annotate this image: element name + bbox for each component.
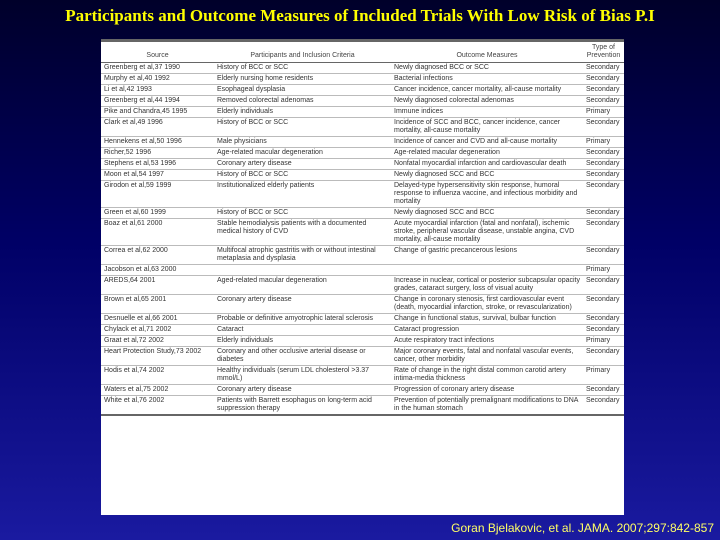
cell-outcomes: Change in functional status, survival, bulbar function	[391, 314, 583, 325]
cell-source: Boaz et al,61 2000	[101, 219, 214, 246]
cell-type: Primary	[583, 336, 624, 347]
table-row	[101, 159, 624, 170]
table-row	[101, 325, 624, 336]
cell-outcomes: Progression of coronary artery disease	[391, 385, 583, 396]
table-row	[101, 63, 624, 74]
cell-participants: Removed colorectal adenomas	[214, 96, 391, 107]
cell-source: Green et al,60 1999	[101, 208, 214, 219]
cell-source: Stephens et al,53 1996	[101, 159, 214, 170]
cell-type: Secondary	[583, 118, 624, 137]
cell-outcomes: Change in coronary stenosis, first cardiovascular event (death, myocardial infarction, stroke, or revascularization)	[391, 295, 583, 314]
cell-participants: Elderly individuals	[214, 336, 391, 347]
cell-source: Girodon et al,59 1999	[101, 181, 214, 208]
cell-type: Primary	[583, 265, 624, 276]
cell-source: White et al,76 2002	[101, 396, 214, 416]
cell-participants: Elderly nursing home residents	[214, 74, 391, 85]
cell-source: Clark et al,49 1996	[101, 118, 214, 137]
cell-source: Greenberg et al,37 1990	[101, 63, 214, 74]
cell-participants: Age-related macular degeneration	[214, 148, 391, 159]
cell-participants: Coronary artery disease	[214, 159, 391, 170]
cell-outcomes: Newly diagnosed BCC or SCC	[391, 63, 583, 74]
cell-participants: Coronary artery disease	[214, 385, 391, 396]
cell-type: Secondary	[583, 181, 624, 208]
cell-outcomes: Incidence of cancer and CVD and all-cause mortality	[391, 137, 583, 148]
table-row	[101, 347, 624, 366]
cell-participants: Male physicians	[214, 137, 391, 148]
slide-title: Participants and Outcome Measures of Included Trials With Low Risk of Bias P.I	[65, 6, 655, 25]
table-row	[101, 314, 624, 325]
cell-participants: Institutionalized elderly patients	[214, 181, 391, 208]
cell-outcomes: Increase in nuclear, cortical or posterior subcapsular opacity grades, cataract surgery, loss of visual acuity	[391, 276, 583, 295]
cell-outcomes: Bacterial infections	[391, 74, 583, 85]
cell-type: Secondary	[583, 170, 624, 181]
table-row	[101, 276, 624, 295]
cell-source: Hodis et al,74 2002	[101, 366, 214, 385]
cell-participants: Stable hemodialysis patients with a documented medical history of CVD	[214, 219, 391, 246]
cell-participants: Elderly individuals	[214, 107, 391, 118]
table-row	[101, 219, 624, 246]
cell-participants: Healthy individuals (serum LDL cholesterol >3.37 mmol/L)	[214, 366, 391, 385]
cell-outcomes: Immune indices	[391, 107, 583, 118]
cell-outcomes: Major coronary events, fatal and nonfatal vascular events, cancer, other morbidity	[391, 347, 583, 366]
cell-source: Desnuelle et al,66 2001	[101, 314, 214, 325]
cell-participants: History of BCC or SCC	[214, 170, 391, 181]
cell-source: Heart Protection Study,73 2002	[101, 347, 214, 366]
cell-outcomes: Delayed-type hypersensitivity skin response, humoral response to influenza vaccine, and infectious morbidity and mortality	[391, 181, 583, 208]
cell-participants: Coronary and other occlusive arterial disease or diabetes	[214, 347, 391, 366]
cell-type: Secondary	[583, 347, 624, 366]
citation: Goran Bjelakovic, et al. JAMA. 2007;297:842-857	[451, 521, 714, 535]
table-row	[101, 96, 624, 107]
cell-source: Li et al,42 1993	[101, 85, 214, 96]
cell-participants: Patients with Barrett esophagus on long-term acid suppression therapy	[214, 396, 391, 416]
cell-participants: History of BCC or SCC	[214, 118, 391, 137]
cell-outcomes	[391, 265, 583, 276]
cell-participants: History of BCC or SCC	[214, 208, 391, 219]
cell-type: Secondary	[583, 148, 624, 159]
cell-type: Secondary	[583, 314, 624, 325]
table-row	[101, 181, 624, 208]
cell-source: Moon et al,54 1997	[101, 170, 214, 181]
table-row	[101, 118, 624, 137]
cell-participants: Multifocal atrophic gastritis with or without intestinal metaplasia and dysplasia	[214, 246, 391, 265]
table-row	[101, 148, 624, 159]
cell-outcomes: Rate of change in the right distal common carotid artery intima-media thickness	[391, 366, 583, 385]
cell-type: Secondary	[583, 85, 624, 96]
cell-outcomes: Acute myocardial infarction (fatal and nonfatal), ischemic stroke, peripheral vascular disease, unstable angina, CVD mortality, all-cause mortality	[391, 219, 583, 246]
cell-type: Primary	[583, 366, 624, 385]
table-row	[101, 295, 624, 314]
table-row	[101, 85, 624, 96]
cell-type: Secondary	[583, 385, 624, 396]
cell-source: Correa et al,62 2000	[101, 246, 214, 265]
cell-type: Secondary	[583, 63, 624, 74]
cell-type: Secondary	[583, 246, 624, 265]
cell-outcomes: Newly diagnosed SCC and BCC	[391, 208, 583, 219]
cell-outcomes: Cataract progression	[391, 325, 583, 336]
cell-source: Waters et al,75 2002	[101, 385, 214, 396]
cell-type: Secondary	[583, 74, 624, 85]
cell-participants: Cataract	[214, 325, 391, 336]
cell-type: Secondary	[583, 325, 624, 336]
cell-type: Secondary	[583, 208, 624, 219]
header-outcomes: Outcome Measures	[391, 41, 583, 63]
cell-outcomes: Cancer incidence, cancer mortality, all-cause mortality	[391, 85, 583, 96]
header-participants: Participants and Inclusion Criteria	[214, 41, 391, 63]
table-row	[101, 107, 624, 118]
table-row	[101, 137, 624, 148]
cell-outcomes: Incidence of SCC and BCC, cancer incidence, cancer mortality, all-cause mortality	[391, 118, 583, 137]
cell-outcomes: Newly diagnosed SCC and BCC	[391, 170, 583, 181]
cell-participants: Probable or definitive amyotrophic lateral sclerosis	[214, 314, 391, 325]
cell-outcomes: Change of gastric precancerous lesions	[391, 246, 583, 265]
cell-type: Secondary	[583, 295, 624, 314]
cell-type: Secondary	[583, 159, 624, 170]
trials-table-panel	[101, 39, 624, 515]
cell-type: Secondary	[583, 219, 624, 246]
cell-type: Secondary	[583, 396, 624, 416]
cell-source: Jacobson et al,63 2000	[101, 265, 214, 276]
cell-type: Primary	[583, 107, 624, 118]
cell-source: Hennekens et al,50 1996	[101, 137, 214, 148]
cell-outcomes: Prevention of potentially premalignant modifications to DNA in the human stomach	[391, 396, 583, 416]
trials-table	[101, 39, 624, 416]
cell-outcomes: Nonfatal myocardial infarction and cardiovascular death	[391, 159, 583, 170]
header-source: Source	[101, 41, 214, 63]
table-row	[101, 74, 624, 85]
cell-outcomes: Age-related macular degeneration	[391, 148, 583, 159]
table-row	[101, 385, 624, 396]
cell-source: Greenberg et al,44 1994	[101, 96, 214, 107]
table-row	[101, 246, 624, 265]
cell-source: Graat et al,72 2002	[101, 336, 214, 347]
cell-source: Pike and Chandra,45 1995	[101, 107, 214, 118]
table-row	[101, 265, 624, 276]
cell-source: Brown et al,65 2001	[101, 295, 214, 314]
cell-participants: History of BCC or SCC	[214, 63, 391, 74]
table-row	[101, 396, 624, 416]
cell-outcomes: Acute respiratory tract infections	[391, 336, 583, 347]
header-type: Type of Prevention	[583, 41, 624, 63]
cell-type: Primary	[583, 137, 624, 148]
table-row	[101, 366, 624, 385]
table-row	[101, 336, 624, 347]
table-row	[101, 208, 624, 219]
table-header-row	[101, 41, 624, 63]
cell-participants: Coronary artery disease	[214, 295, 391, 314]
table-row	[101, 170, 624, 181]
cell-source: Murphy et al,40 1992	[101, 74, 214, 85]
cell-participants: Esophageal dysplasia	[214, 85, 391, 96]
cell-participants: Aged-related macular degeneration	[214, 276, 391, 295]
cell-participants	[214, 265, 391, 276]
cell-source: AREDS,64 2001	[101, 276, 214, 295]
cell-type: Secondary	[583, 276, 624, 295]
cell-source: Richer,52 1996	[101, 148, 214, 159]
cell-outcomes: Newly diagnosed colorectal adenomas	[391, 96, 583, 107]
cell-type: Secondary	[583, 96, 624, 107]
cell-source: Chylack et al,71 2002	[101, 325, 214, 336]
